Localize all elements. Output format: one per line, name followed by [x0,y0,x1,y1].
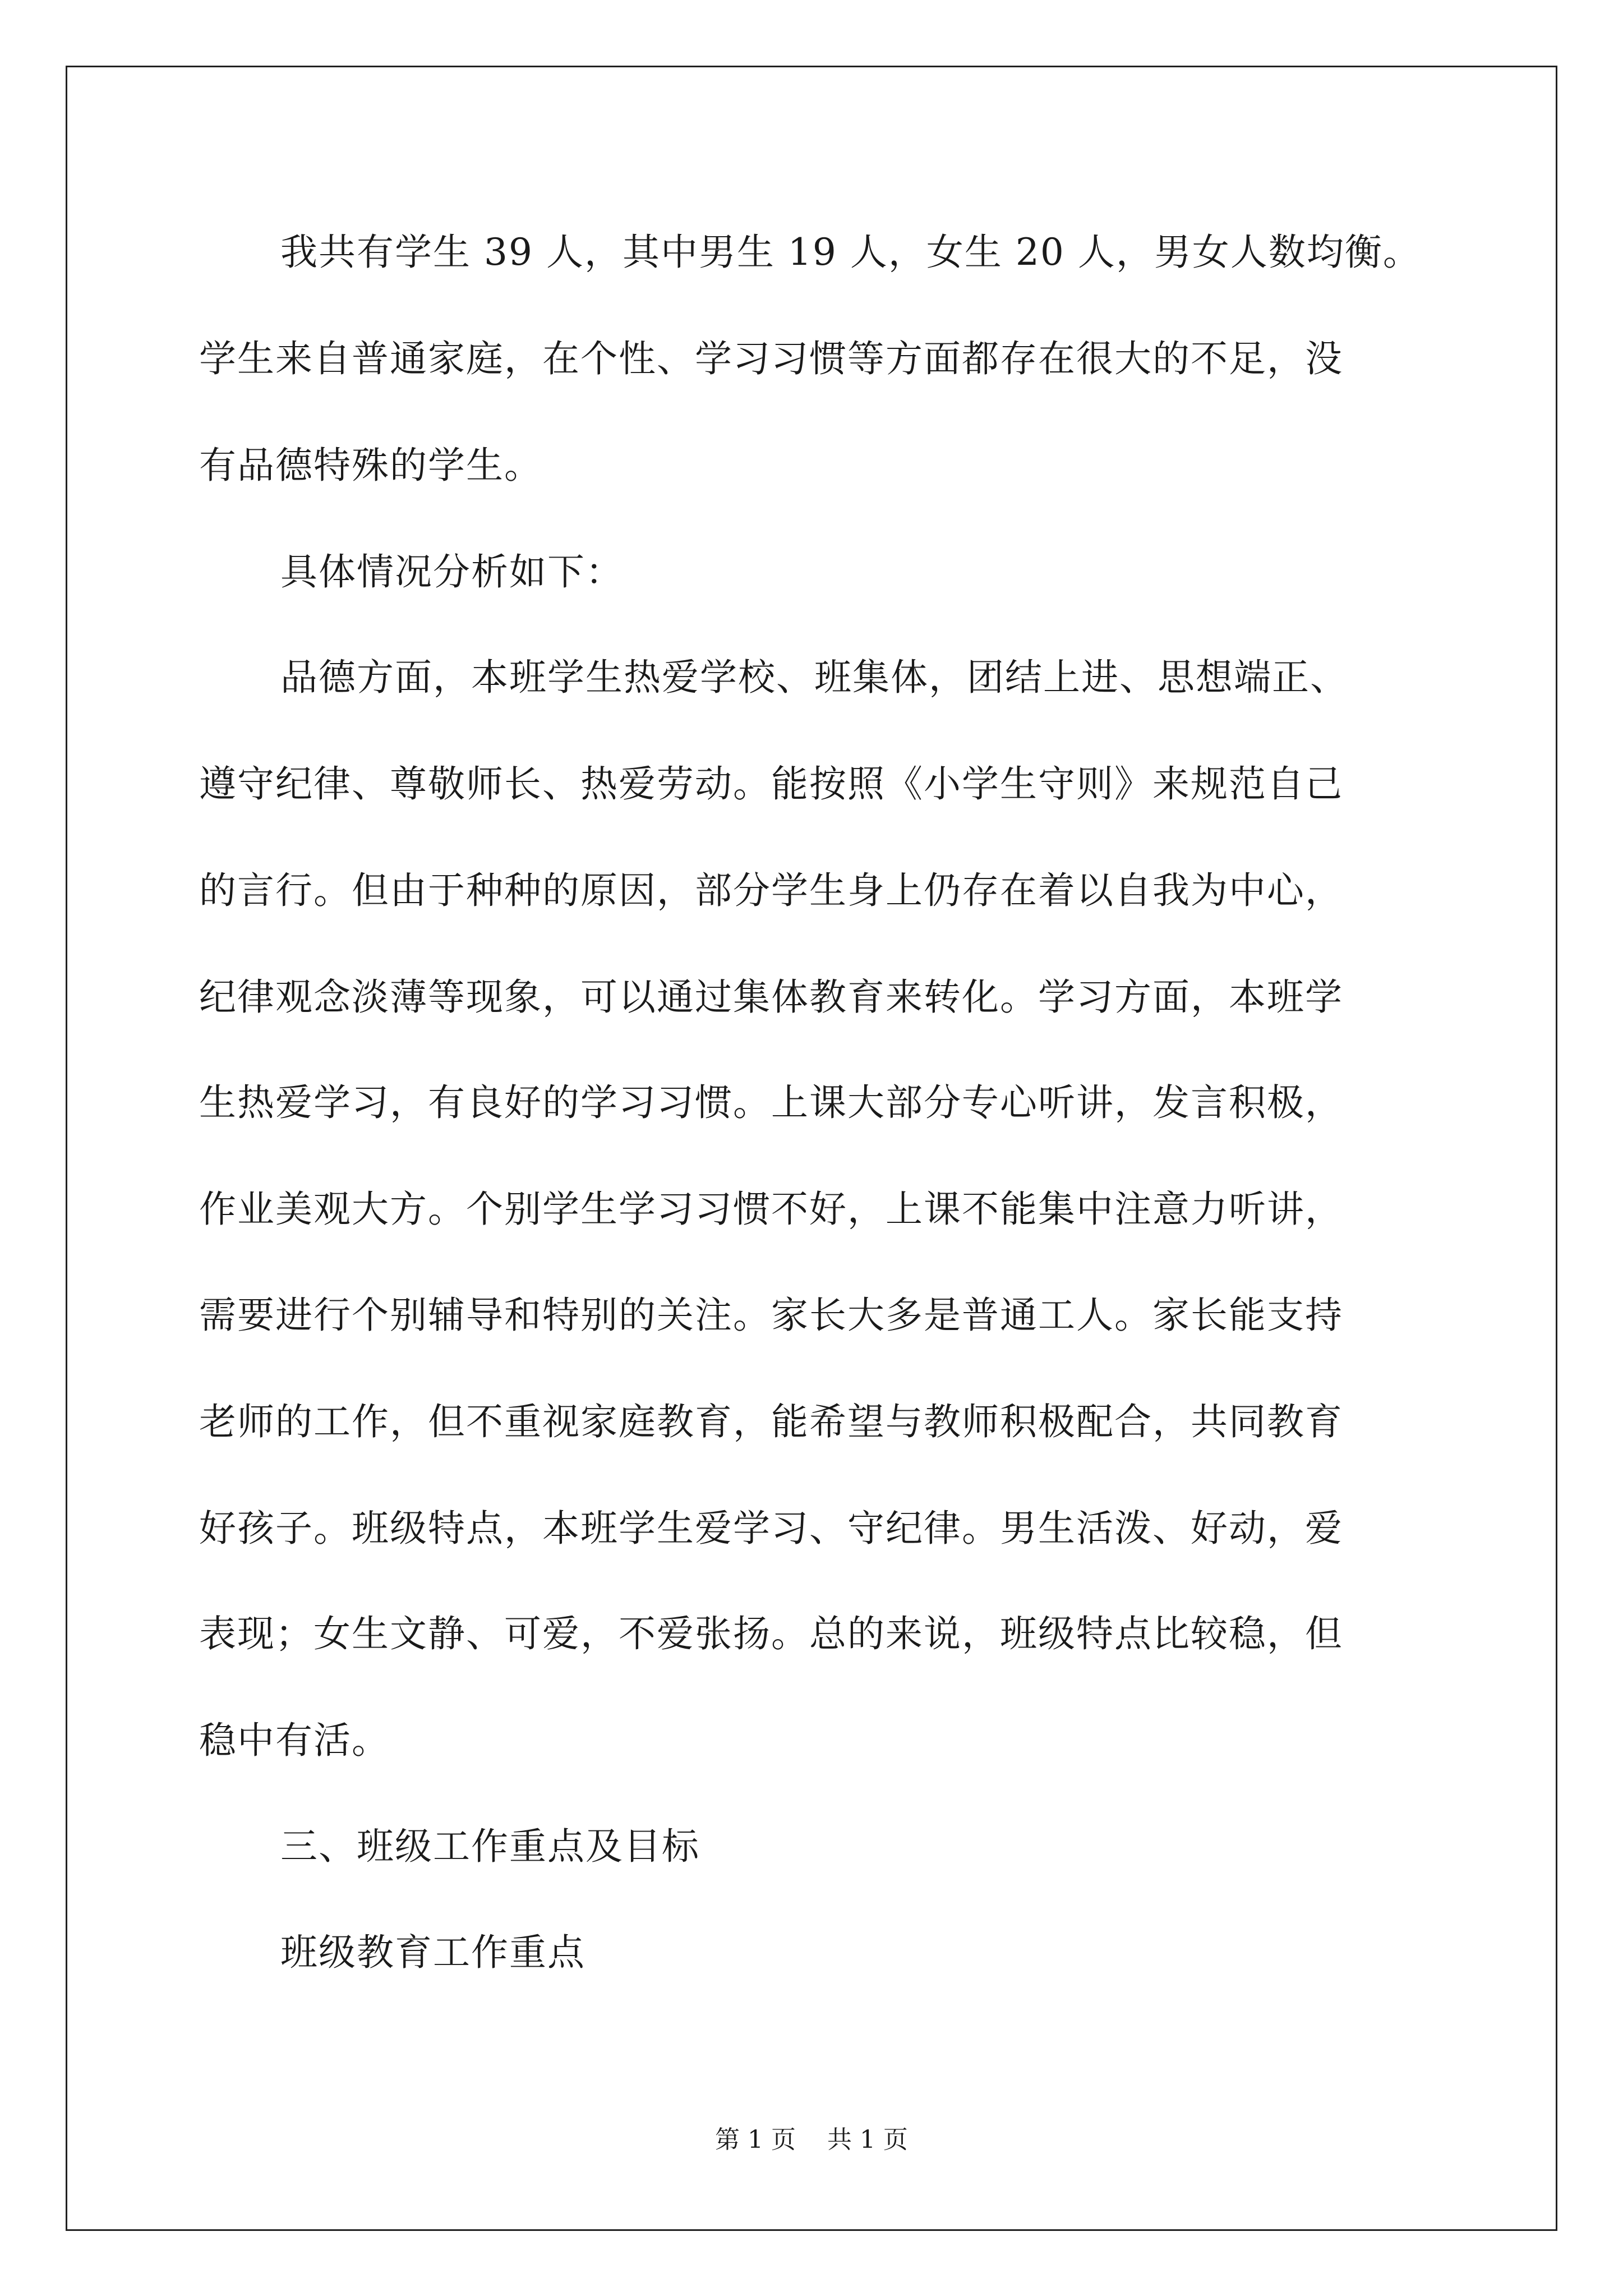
section-heading: 三、班级工作重点及目标 [280,1825,700,1868]
page-border [66,66,1557,2231]
text-line: 具体情况分析如下： [280,550,624,593]
text-line: 学生来自普通家庭，在个性、学习习惯等方面都存在很大的不足，没 [199,337,1343,380]
text-line: 的言行。但由于种种的原因，部分学生身上仍存在着以自我为中心， [199,869,1343,912]
text-line: 纪律观念淡薄等现象，可以通过集体教育来转化。学习方面，本班学 [199,976,1343,1019]
text-line: 老师的工作，但不重视家庭教育，能希望与教师积极配合，共同教育 [199,1400,1343,1443]
text-line: 我共有学生 39 人，其中男生 19 人，女生 20 人，男女人数均衡。 [280,231,1421,274]
page-number-footer: 第 1 页 共 1 页 [715,2125,908,2154]
text-line: 需要进行个别辅导和特别的关注。家长大多是普通工人。家长能支持 [199,1294,1343,1337]
text-line: 表现；女生文静、可爱，不爱张扬。总的来说，班级特点比较稳，但 [199,1612,1343,1655]
text-line: 生热爱学习，有良好的学习习惯。上课大部分专心听讲，发言积极， [199,1081,1343,1124]
text-line: 作业美观大方。个别学生学习习惯不好，上课不能集中注意力听讲， [199,1188,1343,1231]
text-line: 有品德特殊的学生。 [199,444,542,487]
subsection-heading: 班级教育工作重点 [280,1931,585,1974]
text-line: 稳中有活。 [199,1719,390,1762]
text-line: 遵守纪律、尊敬师长、热爱劳动。能按照《小学生守则》来规范自己 [199,762,1343,806]
text-line: 好孩子。班级特点，本班学生爱学习、守纪律。男生活泼、好动，爱 [199,1507,1343,1550]
text-line: 品德方面，本班学生热爱学校、班集体，团结上进、思想端正、 [280,656,1348,699]
